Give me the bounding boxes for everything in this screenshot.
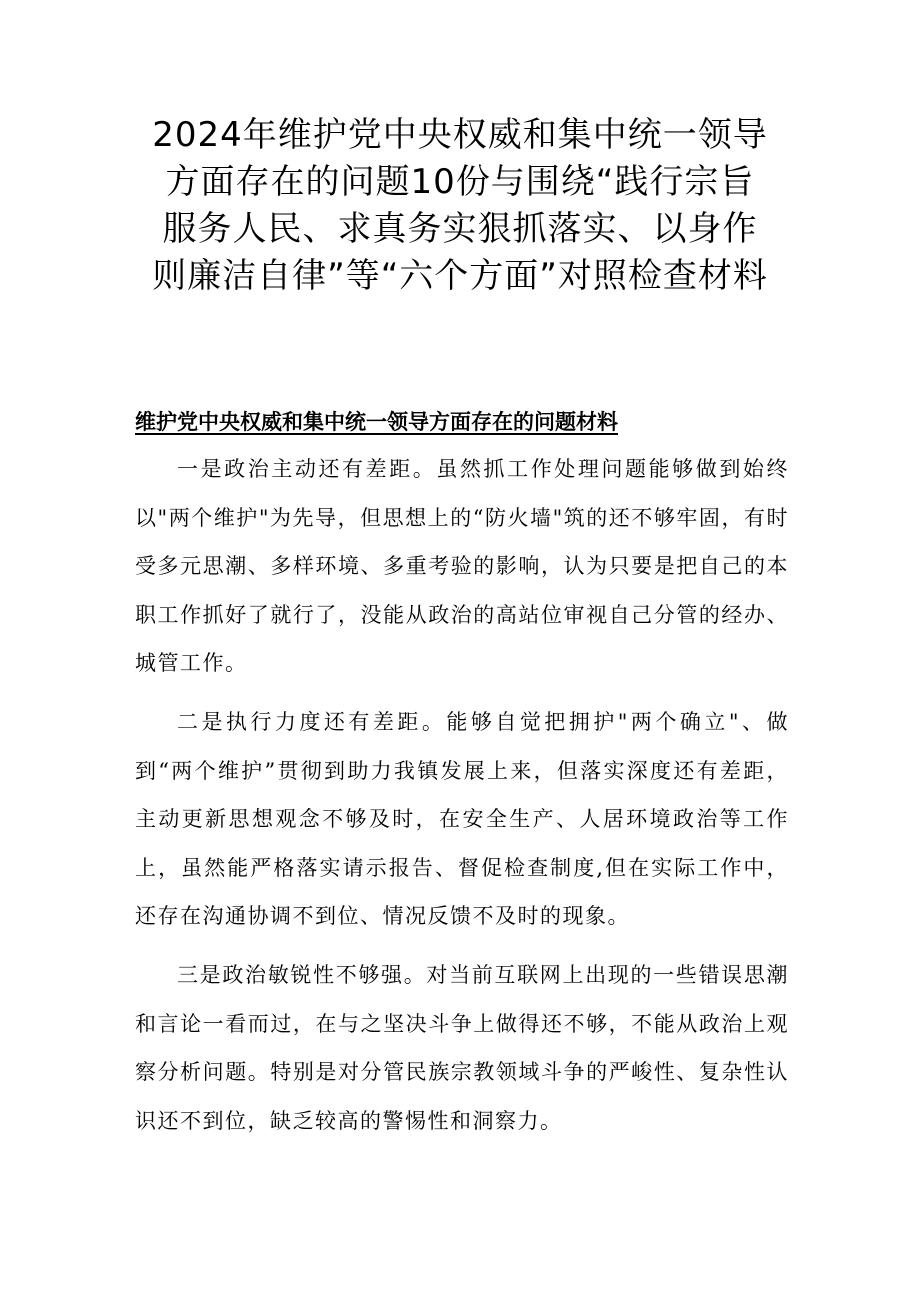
paragraph-1: 一是政治主动还有差距。虽然抓工作处理问题能够做到始终以"两个维护"为先导，但思想上的“防火墙"筑的还不够牢固，有时受多元思潮、多样环境、多重考验的影响，认为只要是把自己的本职工作抓好了就行了，没能从政治的高站位审视自己分管的经办、城管工作。 [135,457,789,676]
document-title: 2024年维护党中央权威和集中统一领导方面存在的问题10份与围绕“践行宗旨服务人民、求真务实狠抓落实、以身作则廉洁自律”等“六个方面”对照检查材料 [152,115,768,296]
paragraph-3: 三是政治敏锐性不够强。对当前互联网上出现的一些错误思潮和言论一看而过，在与之坚决斗争上做得还不够，不能从政治上观察分析问题。特别是对分管民族宗教领域斗争的严峻性、复杂性认识还不到位，缺乏较高的警惕性和洞察力。 [135,962,789,1133]
section-heading: 维护党中央权威和集中统一领导方面存在的问题材料 [135,409,618,434]
paragraph-2: 二是执行力度还有差距。能够自觉把拥护"两个确立"、做到“两个维护”贯彻到助力我镇发展上来，但落实深度还有差距，主动更新思想观念不够及时，在安全生产、人居环境政治等工作上，虽然能严格落实请示报告、督促检查制度,但在实际工作中，还存在沟通协调不到位、情况反馈不及时的现象。 [135,709,789,929]
document-body [135,445,789,1155]
